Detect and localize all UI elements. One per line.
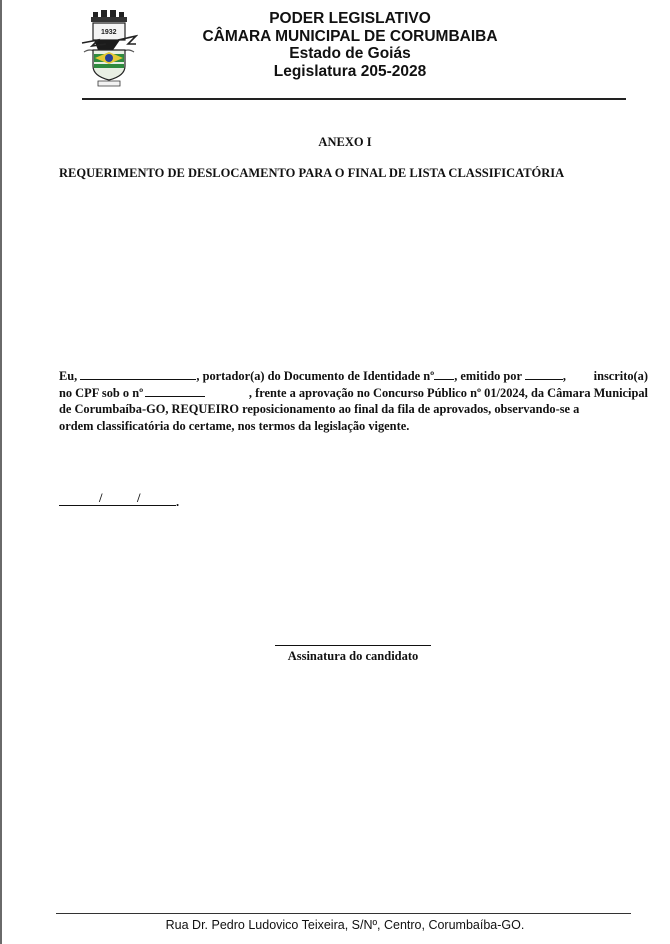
header-line-chamber-name: CÂMARA MUNICIPAL DE CORUMBAIBA [202,27,498,45]
issuer-blank-field [525,368,563,380]
body-text-issued-by: , emitido por [454,369,522,383]
header-line-legislative-power: PODER LEGISLATIVO [269,10,431,27]
letterhead [150,10,550,80]
body-text-request: de Corumbaíba-GO, REQUEIRO reposicionamento ao final da fila de aprovados, observando-se a [59,402,580,416]
body-segment [59,385,205,402]
date-end-dot: . [176,495,180,509]
body-text-registered: inscrito(a) [593,369,648,383]
body-text-cpf: no CPF sob o nº [59,385,144,400]
body-line-3 [59,401,648,418]
request-title: REQUERIMENTO DE DESLOCAMENTO PARA O FINAL DE LISTA CLASSIFICATÓRIA [59,166,565,180]
body-line-2 [59,385,648,402]
body-line-1 [59,368,648,385]
cpf-blank-field [145,385,205,397]
request-body [59,368,648,434]
footer-address: Rua Dr. Pedro Ludovico Teixeira, S/Nº, Centro, Corumbaíba-GO. [165,918,525,932]
signature-line [275,645,431,646]
svg-text:1932: 1932 [101,29,117,36]
header-line-state: Estado de Goiás [289,45,411,62]
date-separator-1: / [99,491,103,505]
header-divider [82,98,626,100]
body-text-comma: , [562,369,566,383]
body-text-order: ordem classificatória do certame, nos termos da legislação vigente. [59,418,410,433]
body-segment [59,368,566,385]
date-field [59,493,179,510]
footer-divider [56,913,631,914]
signature-label: Assinatura do candidato [287,649,419,663]
body-text-eu: Eu, [59,369,78,383]
date-separator-2: / [137,491,141,505]
date-blank-field [59,493,176,506]
header-line-legislature: Legislatura 205-2028 [273,62,427,80]
body-text-identity: , portador(a) do Documento de Identidade nº [196,369,435,383]
body-line-4 [59,418,648,435]
body-text-approval: , frente a aprovação no Concurso Público nº 01/2024, da Câmara Municipal [248,385,648,400]
identity-number-blank-field [434,368,454,380]
name-blank-field [80,368,196,380]
annex-title: ANEXO I [318,135,372,149]
municipal-crest-icon [80,10,138,88]
